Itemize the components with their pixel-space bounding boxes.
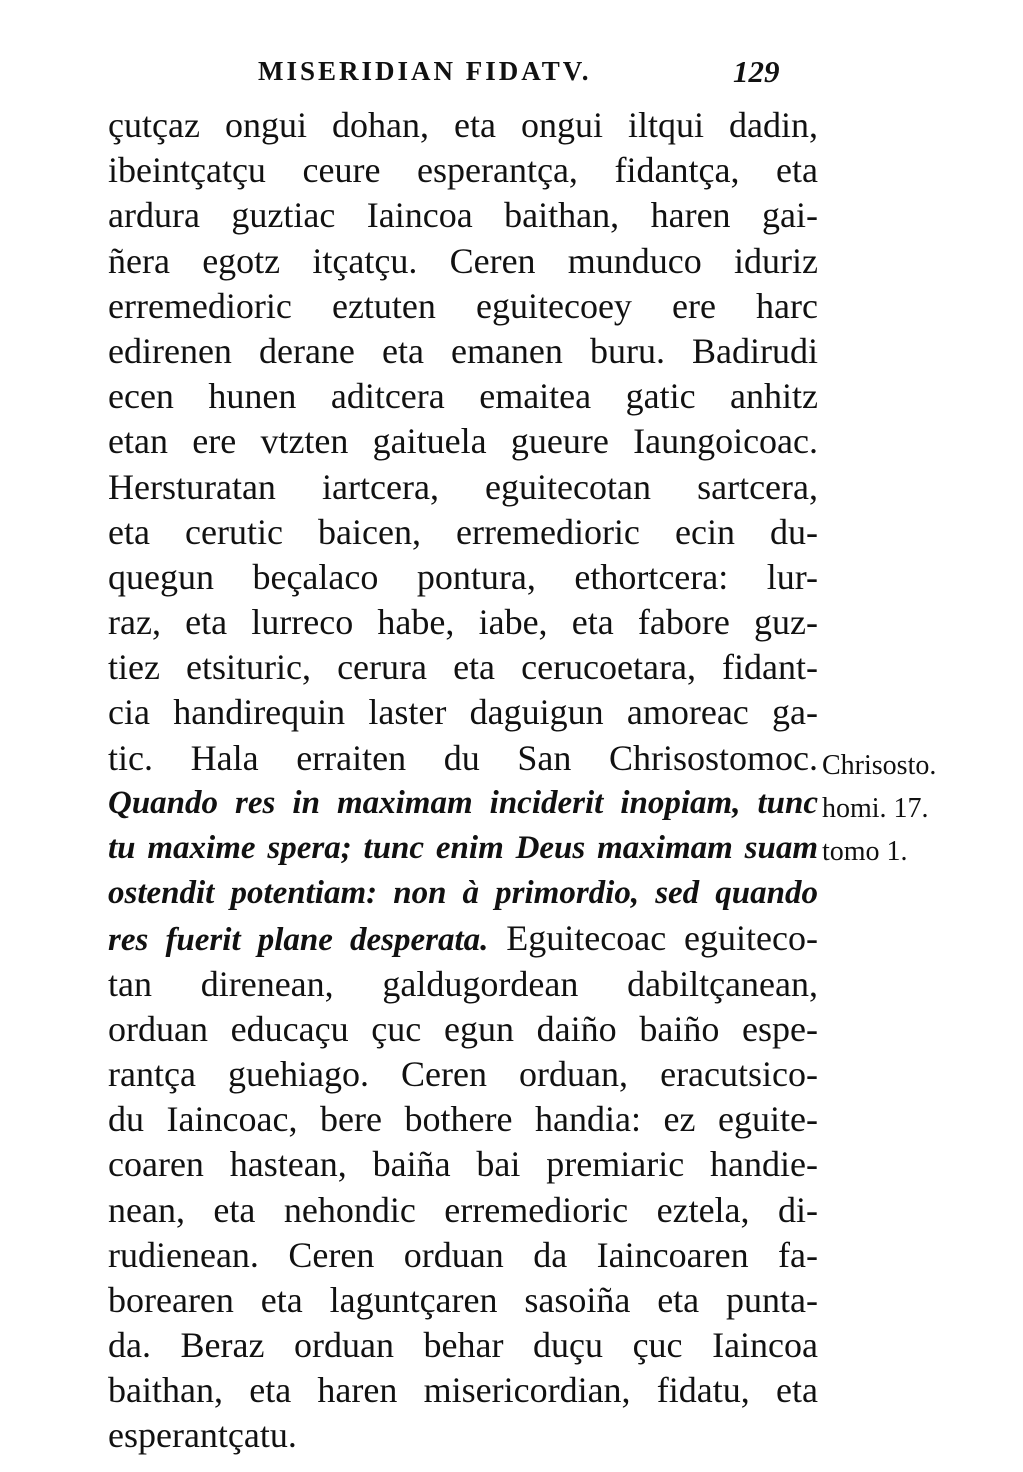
margin-note-line: tomo 1.	[822, 836, 908, 867]
text-line: ñera egotz itçatçu. Ceren munduco iduriz	[108, 240, 818, 281]
latin-quote-line: ostendit potentiam: non à primordio, sed quando	[108, 875, 818, 912]
text-line: du Iaincoac, bere bothere handia: ez eguite-	[108, 1099, 818, 1140]
text-line: tan direnean, galdugordean dabiltçanean,	[108, 963, 818, 1004]
text-line: edirenen derane eta emanen buru. Badirudi	[108, 330, 818, 371]
text-line: eta cerutic baicen, erremedioric ecin du-	[108, 511, 818, 552]
text-line: Hersturatan iartcera, eguitecotan sartcera,	[108, 466, 818, 507]
mixed-line	[108, 916, 818, 961]
text-line: ecen hunen aditcera emaitea gatic anhitz	[108, 376, 818, 417]
body-text	[108, 103, 818, 1459]
text-line: esperantçatu.	[108, 1415, 297, 1456]
text-line: ardura guztiac Iaincoa baithan, haren gai-	[108, 195, 818, 236]
text-line: rantça guehiago. Ceren orduan, eracutsico-	[108, 1053, 818, 1094]
text-line: da. Beraz orduan behar duçu çuc Iaincoa	[108, 1325, 818, 1366]
text-line: raz, eta lurreco habe, iabe, eta fabore guz-	[108, 602, 818, 643]
latin-quote-line: tu maxime spera; tunc enim Deus maximam suam	[108, 830, 818, 866]
text-line: ibeintçatçu ceure esperantça, fidantça, eta	[108, 150, 818, 191]
text-line: rudienean. Ceren orduan da Iaincoaren fa-	[108, 1234, 818, 1275]
text-line: etan ere vtzten gaituela gueure Iaungoicoac.	[108, 421, 818, 462]
latin-quote-end: res fuerit plane desperata.	[108, 922, 489, 959]
text-line: nean, eta nehondic erremedioric eztela, di-	[108, 1189, 818, 1230]
margin-note-line: homi. 17.	[822, 793, 929, 824]
text-line-rest: Eguitecoac eguiteco-	[488, 918, 818, 959]
text-line: baithan, eta haren misericordian, fidatu, eta	[108, 1370, 818, 1411]
latin-quote-line: Quando res in maximam inciderit inopiam, tunc	[108, 784, 818, 821]
text-line: quegun beçalaco pontura, ethortcera: lur-	[108, 556, 818, 597]
text-line: cia handirequin laster daguigun amoreac ga-	[108, 692, 818, 733]
text-line: coaren hastean, baiña bai premiaric handie-	[108, 1144, 818, 1185]
text-line: tiez etsituric, cerura eta cerucoetara, fidant-	[108, 647, 818, 688]
running-head: MISERIDIAN FIDATV.	[258, 56, 592, 86]
text-line: çutçaz ongui dohan, eta ongui iltqui dadin,	[108, 105, 818, 145]
text-line: orduan educaçu çuc egun daiño baiño espe-	[108, 1008, 818, 1049]
text-line: borearen eta laguntçaren sasoiña eta punta-	[108, 1279, 818, 1320]
margin-note	[822, 744, 936, 873]
margin-note-line: Chrisosto.	[822, 750, 937, 781]
page-number: 129	[733, 54, 780, 89]
text-line: erremedioric eztuten eguitecoey ere harc	[108, 285, 818, 326]
text-line: tic. Hala erraiten du San Chrisostomoc.	[108, 737, 818, 778]
